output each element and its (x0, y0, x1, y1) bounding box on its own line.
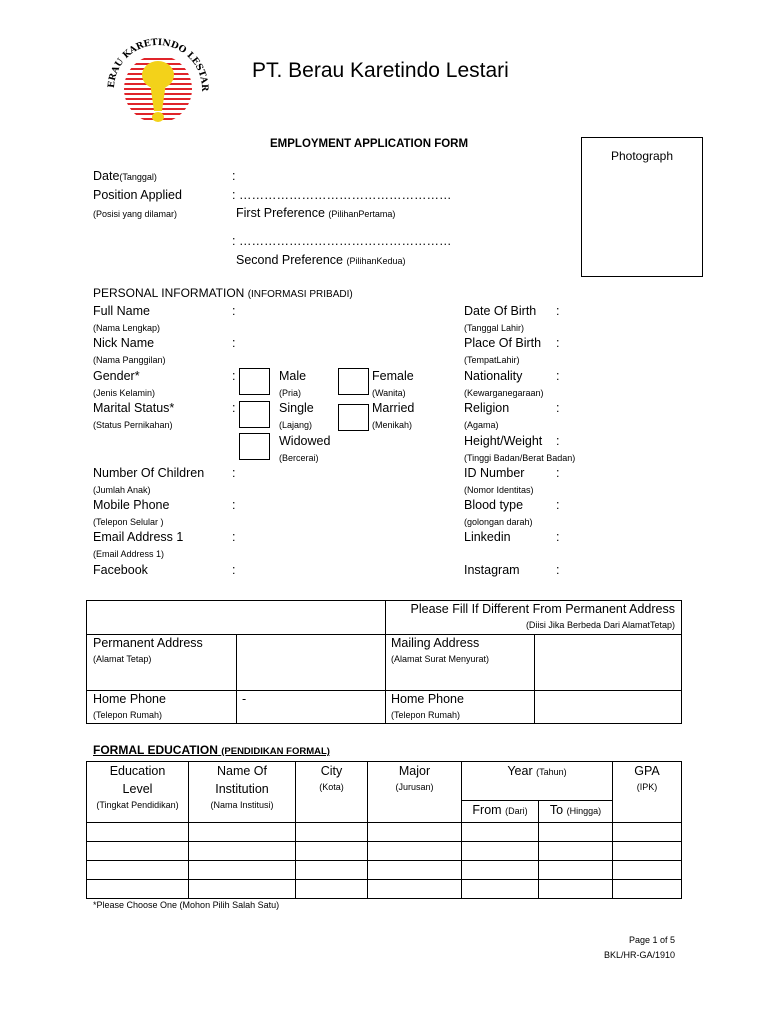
home-phone-dash: - (242, 692, 247, 706)
second-preference-label: Second Preference (PilihanKedua) (236, 253, 406, 267)
single-sub: (Lajang) (279, 420, 313, 430)
instagram-label: Instagram (464, 563, 520, 577)
first-preference-field[interactable]: : …………………………………………… (232, 188, 452, 202)
home-phone-label-cell (87, 691, 237, 724)
widowed-checkbox[interactable] (239, 433, 270, 460)
formal-education-heading: FORMAL EDUCATION (PENDIDIKAN FORMAL) (93, 743, 330, 757)
nick-name-sub: (Nama Panggilan) (93, 355, 166, 365)
photograph-box[interactable] (581, 137, 703, 277)
nick-name-colon: : (232, 336, 236, 350)
blood-type-label: Blood type (464, 498, 524, 512)
nick-name-label: Nick Name (93, 336, 155, 350)
female-label: Female (372, 369, 414, 383)
col-institution-2: Institution (215, 782, 269, 796)
col-education-level-2: Level (122, 782, 153, 796)
col-institution-1: Name Of (216, 764, 267, 778)
form-title: EMPLOYMENT APPLICATION FORM (270, 138, 469, 150)
address-table (86, 600, 682, 724)
marital-status-colon: : (232, 401, 236, 415)
children-colon: : (232, 466, 236, 480)
second-preference-field[interactable]: : …………………………………………… (232, 234, 452, 248)
facebook-label: Facebook (93, 563, 148, 577)
gender-sub: (Jenis Kelamin) (93, 388, 156, 398)
married-label: Married (372, 401, 415, 415)
home-phone-input[interactable] (237, 691, 386, 724)
col-gpa-sub: (IPK) (636, 782, 658, 792)
col-education-level-sub: (Tingkat Pendidikan) (96, 800, 179, 810)
col-year-from: From (Dari) (462, 801, 539, 823)
mailing-address-sub: (Alamat Surat Menyurat) (391, 654, 490, 664)
dob-sub: (Tanggal Lahir) (464, 323, 525, 333)
male-sub: (Pria) (279, 388, 301, 398)
home-phone2-input[interactable] (535, 691, 682, 724)
col-education-level-1: Education (109, 764, 166, 778)
col-city-sub: (Kota) (319, 782, 344, 792)
col-education-level (87, 762, 189, 823)
pob-label: Place Of Birth (464, 336, 542, 350)
religion-label: Religion (464, 401, 510, 415)
mobile-phone-sub: (Telepon Selular ) (93, 517, 164, 527)
permanent-address-sub: (Alamat Tetap) (93, 654, 152, 664)
col-year-label: Year (Tahun) (507, 764, 567, 778)
mailing-address-label: Mailing Address (391, 636, 480, 650)
single-label: Single (279, 401, 314, 415)
col-gpa-label: GPA (634, 764, 660, 778)
mobile-phone-label: Mobile Phone (93, 498, 170, 512)
col-city-label: City (320, 764, 343, 778)
col-year (462, 762, 613, 801)
address-note-sub: (Diisi Jika Berbeda Dari AlamatTetap) (525, 620, 675, 630)
home-phone2-sub: (Telepon Rumah) (391, 710, 461, 720)
table-row (87, 842, 682, 861)
logo-text: ERAU KARETINDO LESTAR (106, 37, 210, 92)
first-preference-label: First Preference (PilihanPertama) (236, 206, 396, 220)
linkedin-colon: : (556, 530, 560, 544)
gender-colon: : (232, 369, 236, 383)
position-applied-sub: (Posisi yang dilamar) (93, 209, 178, 219)
table-row (87, 880, 682, 899)
nationality-sub: (Kewarganegaraan) (464, 388, 544, 398)
married-sub: (Menikah) (372, 420, 413, 430)
religion-sub: (Agama) (464, 420, 499, 430)
company-logo (98, 35, 218, 131)
col-institution (189, 762, 296, 823)
facebook-colon: : (232, 563, 236, 577)
address-note: Please Fill If Different From Permanent Address (410, 602, 675, 616)
email-sub: (Email Address 1) (93, 549, 165, 559)
linkedin-label: Linkedin (464, 530, 511, 544)
home-phone2-label-cell (386, 691, 535, 724)
table-row (87, 823, 682, 842)
children-label: Number Of Children (93, 466, 205, 480)
nationality-label: Nationality (464, 369, 523, 383)
education-table (86, 761, 682, 899)
religion-colon: : (556, 401, 560, 415)
height-weight-colon: : (556, 434, 560, 448)
married-checkbox[interactable] (338, 404, 369, 431)
col-major (368, 762, 462, 823)
col-institution-sub: (Nama Institusi) (210, 800, 274, 810)
date-colon: : (232, 169, 236, 183)
nationality-colon: : (556, 369, 560, 383)
address-blank-cell (87, 601, 386, 635)
home-phone-label: Home Phone (93, 692, 166, 706)
full-name-sub: (Nama Lengkap) (93, 323, 161, 333)
mobile-phone-colon: : (232, 498, 236, 512)
company-name: PT. Berau Karetindo Lestari (252, 59, 509, 82)
widowed-label: Widowed (279, 434, 331, 448)
height-weight-sub: (Tinggi Badan/Berat Badan) (464, 453, 576, 463)
male-checkbox[interactable] (239, 368, 270, 395)
col-city (296, 762, 368, 823)
col-major-label: Major (398, 764, 431, 778)
marital-status-sub: (Status Pernikahan) (93, 420, 173, 430)
pob-sub: (TempatLahir) (464, 355, 520, 365)
permanent-address-label-cell (87, 635, 237, 691)
permanent-address-input[interactable] (237, 635, 386, 691)
table-row (87, 861, 682, 880)
email-label: Email Address 1 (93, 530, 184, 544)
page-number: Page 1 of 5 (628, 935, 675, 945)
single-checkbox[interactable] (239, 401, 270, 428)
full-name-colon: : (232, 304, 236, 318)
dob-label: Date Of Birth (464, 304, 537, 318)
personal-info-heading: PERSONAL INFORMATION (INFORMASI PRIBADI) (93, 286, 353, 300)
pob-colon: : (556, 336, 560, 350)
dob-colon: : (556, 304, 560, 318)
col-gpa (613, 762, 682, 823)
date-label: Date(Tanggal) (93, 169, 157, 183)
marital-status-label: Marital Status* (93, 401, 175, 415)
widowed-sub: (Bercerai) (279, 453, 319, 463)
photograph-label: Photograph (610, 149, 674, 163)
blood-type-sub: (golongan darah) (464, 517, 533, 527)
male-label: Male (279, 369, 307, 383)
home-phone-sub: (Telepon Rumah) (93, 710, 163, 720)
col-major-sub: (Jurusan) (395, 782, 434, 792)
gender-label: Gender* (93, 369, 140, 383)
permanent-address-label: Permanent Address (93, 636, 203, 650)
document-code: BKL/HR-GA/1910 (603, 950, 675, 960)
blood-type-colon: : (556, 498, 560, 512)
children-sub: (Jumlah Anak) (93, 485, 151, 495)
id-number-sub: (Nomor Identitas) (464, 485, 534, 495)
position-applied-label: Position Applied (93, 188, 182, 202)
address-note-cell (386, 601, 682, 635)
mailing-address-input[interactable] (535, 635, 682, 691)
id-number-label: ID Number (464, 466, 525, 480)
mailing-address-label-cell (386, 635, 535, 691)
id-number-colon: : (556, 466, 560, 480)
female-checkbox[interactable] (338, 368, 369, 395)
full-name-label: Full Name (93, 304, 150, 318)
height-weight-label: Height/Weight (464, 434, 543, 448)
instagram-colon: : (556, 563, 560, 577)
female-sub: (Wanita) (372, 388, 406, 398)
home-phone2-label: Home Phone (391, 692, 464, 706)
email-colon: : (232, 530, 236, 544)
col-year-to: To (Hingga) (539, 801, 613, 823)
choose-one-footnote: *Please Choose One (Mohon Pilih Salah Satu) (93, 900, 280, 910)
